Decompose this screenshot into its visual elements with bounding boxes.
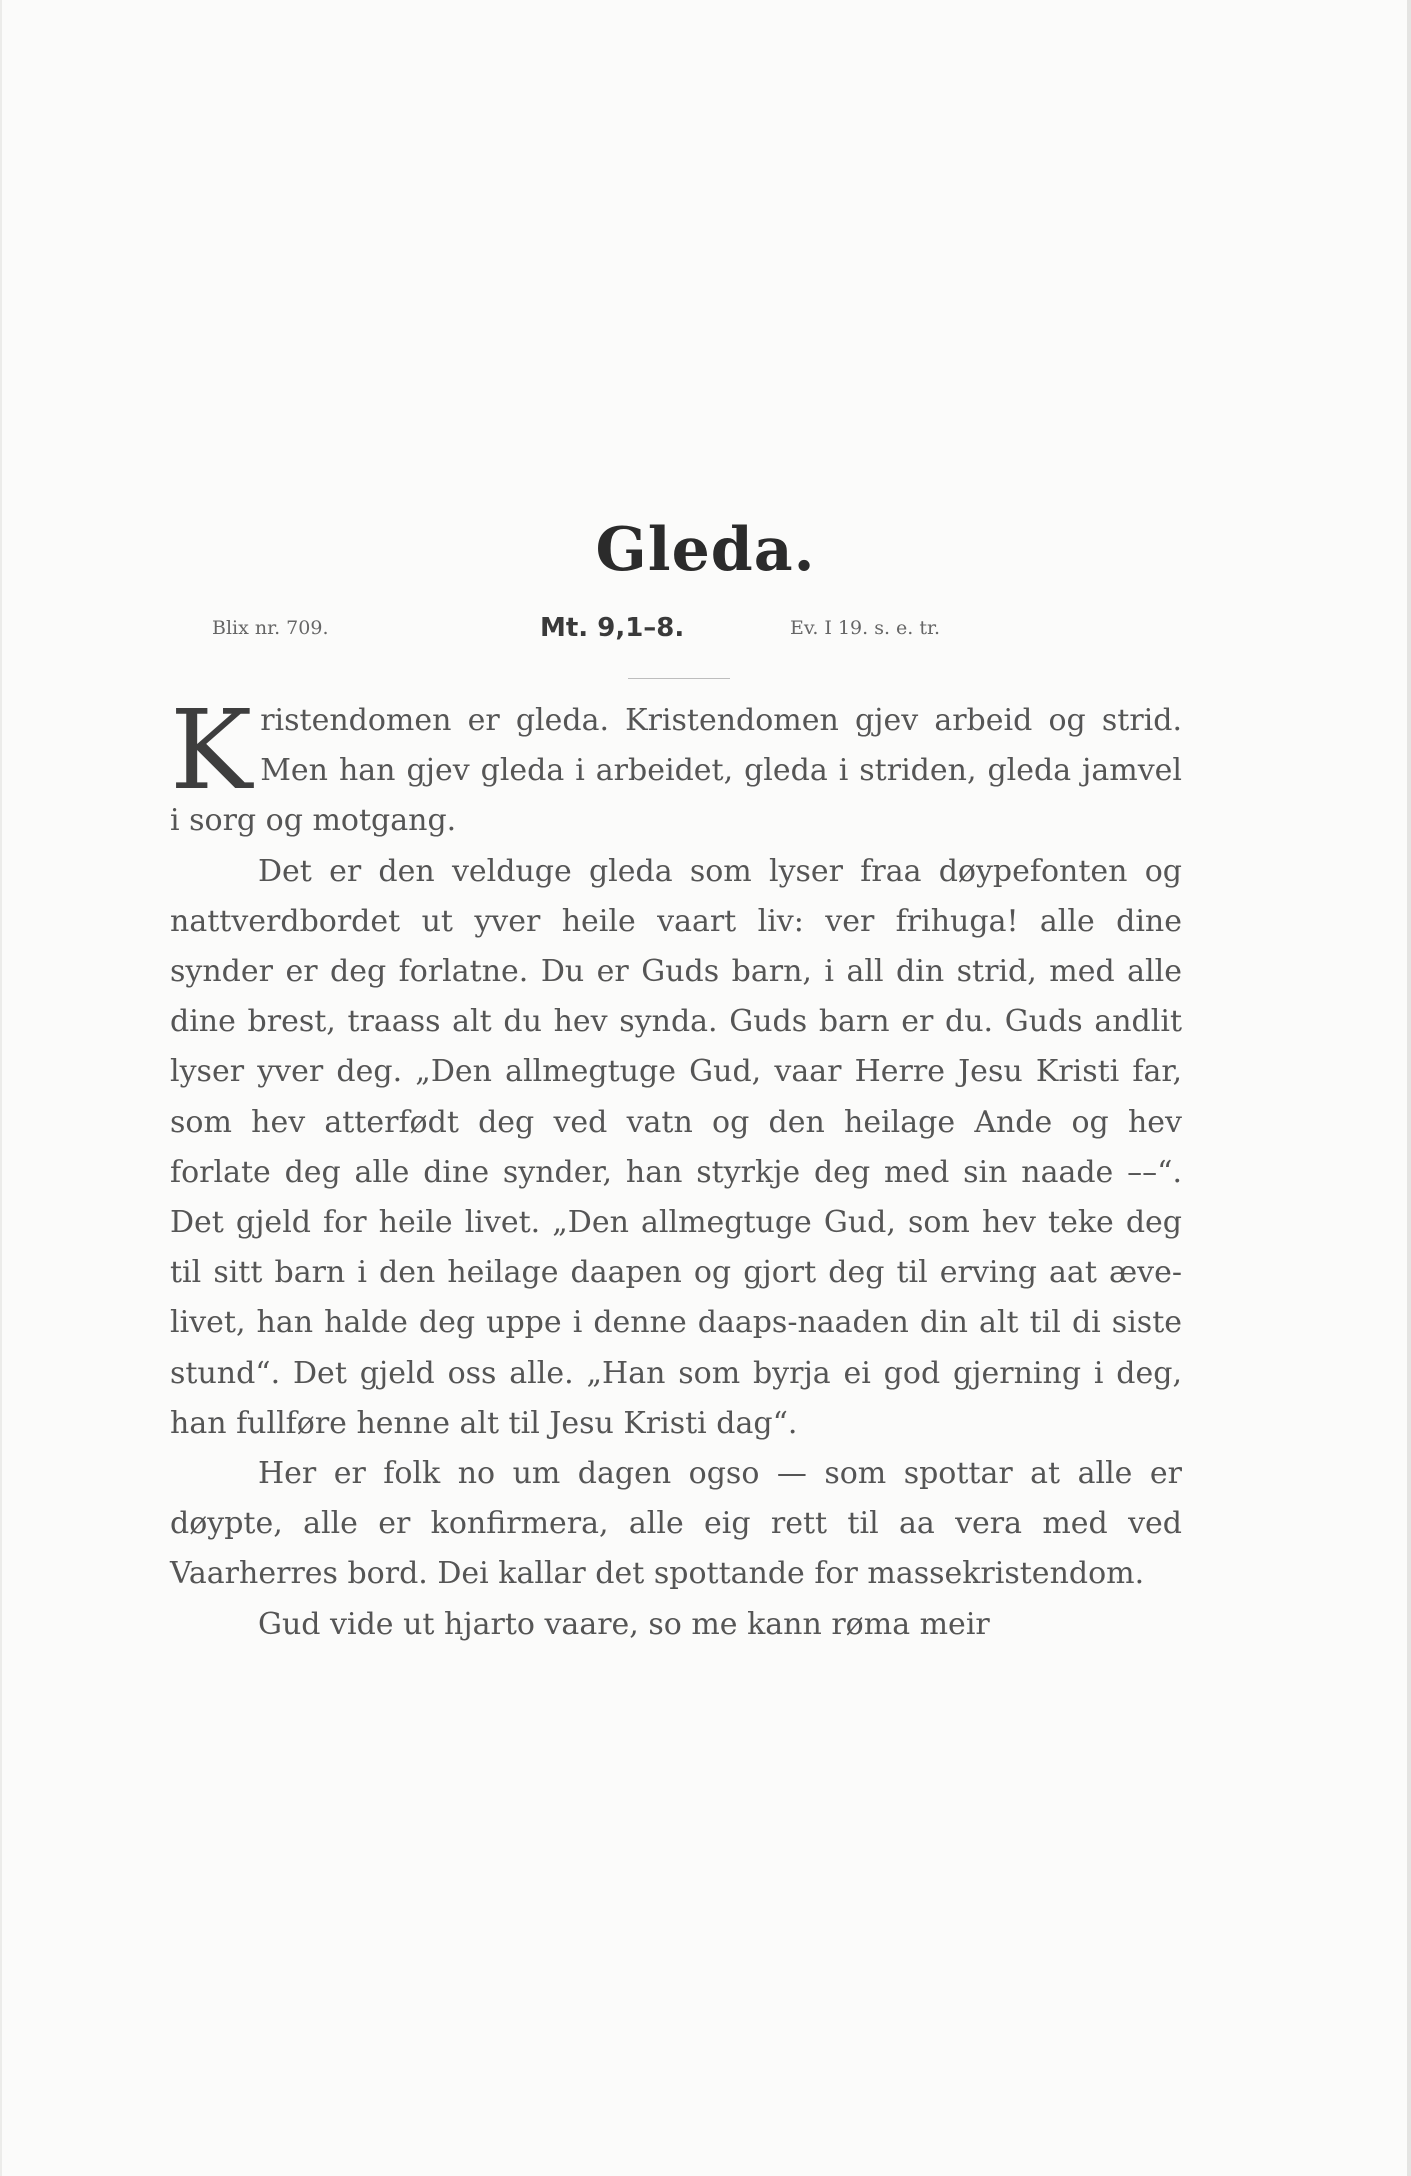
- hymn-reference: Blix nr. 709.: [212, 617, 329, 639]
- reference-line: [0, 612, 1411, 652]
- paragraph-1: [170, 686, 1182, 847]
- paragraph-4: Gud vide ut hjarto vaare, so me kann røma meir: [258, 1606, 990, 1642]
- drop-cap: K: [170, 686, 253, 814]
- gospel-reference: Ev. I 19. s. e. tr.: [790, 617, 941, 639]
- page-edge-right: [1407, 0, 1411, 2176]
- page-title: Gleda.: [595, 515, 816, 585]
- title-divider: [628, 678, 730, 679]
- scripture-reference: Mt. 9,1–8.: [540, 613, 685, 643]
- sermon-text: [170, 686, 1182, 1650]
- paragraph-1-text: ristendomen er gleda. Kristendomen gjev arbeid og strid. Men han gjev gleda i arbeidet, gleda i striden, gleda jamvel i sorg og motgang.: [170, 703, 1182, 839]
- page-edge-left: [0, 0, 2, 2176]
- paragraph-2: Det er den velduge gleda som lyser fraa døypefonten og nattverdbordet ut yver heile vaart liv: ver frihuga! alle dine synder er deg forlatne. Du er Guds barn, i all din strid, med alle dine brest, traass alt du hev synda. Guds barn er du. Guds andlit lyser yver deg. „Den allmegtuge Gud, vaar Herre Jesu Kristi far, som hev atterfødt deg ved vatn og den heilage Ande og hev forlate deg alle dine synder, han styrkje deg med sin naade ––“. Det gjeld for heile livet. „Den allmegtuge Gud, som hev teke deg til sitt barn i den heilage daapen og gjort deg til erving aat æve-livet, han halde deg uppe i denne daaps-naaden din alt til di siste stund“. Det gjeld oss alle. „Han som byrja ei god gjerning i deg, han fullføre henne alt til Jesu Kristi dag“.: [170, 853, 1182, 1441]
- paragraph-3: Her er folk no um dagen ogso — som spottar at alle er døypte, alle er konfirmera, alle eig rett til aa vera med ved Vaarherres bord. Dei kallar det spottande for massekristendom.: [170, 1456, 1182, 1592]
